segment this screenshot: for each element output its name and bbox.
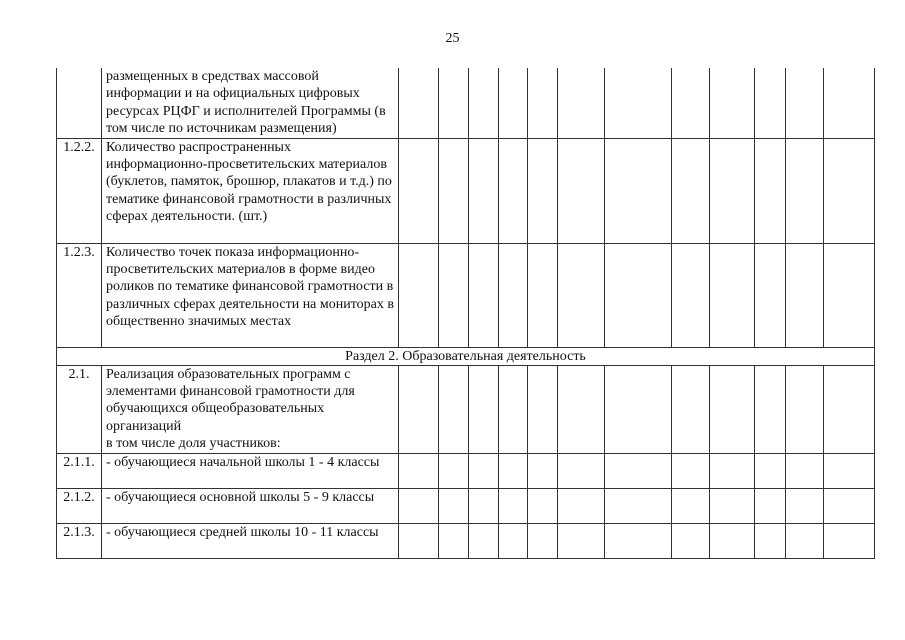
empty-value-cell xyxy=(786,453,824,488)
empty-value-cell xyxy=(469,488,499,523)
row-number: 2.1.1. xyxy=(57,453,102,488)
empty-value-cell xyxy=(499,243,528,347)
table-row xyxy=(57,523,875,558)
empty-value-cell xyxy=(528,68,558,138)
empty-value-cell xyxy=(439,365,469,453)
empty-value-cell xyxy=(399,523,439,558)
empty-value-cell xyxy=(824,243,875,347)
empty-value-cell xyxy=(528,138,558,243)
empty-value-cell xyxy=(824,365,875,453)
empty-value-cell xyxy=(710,68,755,138)
empty-value-cell xyxy=(824,138,875,243)
empty-value-cell xyxy=(558,453,605,488)
empty-value-cell xyxy=(824,523,875,558)
row-number: 2.1. xyxy=(57,365,102,453)
empty-value-cell xyxy=(755,138,786,243)
empty-value-cell xyxy=(399,138,439,243)
row-number: 2.1.3. xyxy=(57,523,102,558)
table-row xyxy=(57,365,875,453)
empty-value-cell xyxy=(755,453,786,488)
empty-value-cell xyxy=(672,243,710,347)
empty-value-cell xyxy=(499,523,528,558)
empty-value-cell xyxy=(672,523,710,558)
empty-value-cell xyxy=(605,523,672,558)
table-row xyxy=(57,138,875,243)
table-row xyxy=(57,453,875,488)
empty-value-cell xyxy=(710,453,755,488)
row-number xyxy=(57,68,102,138)
empty-value-cell xyxy=(528,523,558,558)
empty-value-cell xyxy=(469,68,499,138)
empty-value-cell xyxy=(469,523,499,558)
row-description: - обучающиеся начальной школы 1 - 4 классы xyxy=(102,453,399,488)
table-row xyxy=(57,68,875,138)
empty-value-cell xyxy=(710,138,755,243)
empty-value-cell xyxy=(710,523,755,558)
empty-value-cell xyxy=(439,138,469,243)
empty-value-cell xyxy=(605,243,672,347)
empty-value-cell xyxy=(469,243,499,347)
empty-value-cell xyxy=(528,453,558,488)
section-row xyxy=(57,347,875,365)
empty-value-cell xyxy=(558,243,605,347)
empty-value-cell xyxy=(755,523,786,558)
empty-value-cell xyxy=(755,68,786,138)
empty-value-cell xyxy=(439,453,469,488)
row-description: Количество распространенных информационно-просветительских материалов (буклетов, памяток, брошюр, плакатов и т.д.) по тематике финансовой грамотности в различных сферах деятельности. (шт.) xyxy=(102,138,399,243)
empty-value-cell xyxy=(399,68,439,138)
empty-value-cell xyxy=(399,453,439,488)
empty-value-cell xyxy=(605,365,672,453)
row-description: - обучающиеся основной школы 5 - 9 классы xyxy=(102,488,399,523)
empty-value-cell xyxy=(469,138,499,243)
empty-value-cell xyxy=(605,138,672,243)
empty-value-cell xyxy=(824,488,875,523)
empty-value-cell xyxy=(528,243,558,347)
empty-value-cell xyxy=(672,488,710,523)
empty-value-cell xyxy=(824,453,875,488)
empty-value-cell xyxy=(399,243,439,347)
empty-value-cell xyxy=(710,488,755,523)
empty-value-cell xyxy=(605,488,672,523)
empty-value-cell xyxy=(786,488,824,523)
section-title: Раздел 2. Образовательная деятельность xyxy=(57,347,875,365)
empty-value-cell xyxy=(755,365,786,453)
empty-value-cell xyxy=(558,138,605,243)
empty-value-cell xyxy=(786,365,824,453)
empty-value-cell xyxy=(499,453,528,488)
empty-value-cell xyxy=(439,243,469,347)
row-number: 2.1.2. xyxy=(57,488,102,523)
table-row xyxy=(57,488,875,523)
empty-value-cell xyxy=(605,68,672,138)
row-description: - обучающиеся средней школы 10 - 11 классы xyxy=(102,523,399,558)
empty-value-cell xyxy=(439,523,469,558)
empty-value-cell xyxy=(499,365,528,453)
empty-value-cell xyxy=(755,488,786,523)
row-number: 1.2.3. xyxy=(57,243,102,347)
empty-value-cell xyxy=(469,365,499,453)
empty-value-cell xyxy=(710,243,755,347)
row-description: Реализация образовательных программ с элементами финансовой грамотности для обучающихся общеобразовательных организаций в том числе доля участников: xyxy=(102,365,399,453)
row-number: 1.2.2. xyxy=(57,138,102,243)
empty-value-cell xyxy=(399,365,439,453)
empty-value-cell xyxy=(558,523,605,558)
empty-value-cell xyxy=(558,488,605,523)
row-description: размещенных в средствах массовой информации и на официальных цифровых ресурсах РЦФГ и исполнителей Программы (в том числе по источникам размещения) xyxy=(102,68,399,138)
empty-value-cell xyxy=(528,365,558,453)
empty-value-cell xyxy=(469,453,499,488)
empty-value-cell xyxy=(499,68,528,138)
empty-value-cell xyxy=(499,488,528,523)
empty-value-cell xyxy=(786,523,824,558)
empty-value-cell xyxy=(786,68,824,138)
empty-value-cell xyxy=(786,243,824,347)
empty-value-cell xyxy=(439,488,469,523)
table-row xyxy=(57,243,875,347)
empty-value-cell xyxy=(786,138,824,243)
empty-value-cell xyxy=(439,68,469,138)
empty-value-cell xyxy=(528,488,558,523)
empty-value-cell xyxy=(672,365,710,453)
empty-value-cell xyxy=(558,365,605,453)
empty-value-cell xyxy=(755,243,786,347)
indicators-table xyxy=(56,68,875,559)
row-description: Количество точек показа информационно-просветительских материалов в форме видео роликов по тематике финансовой грамотности в различных сферах деятельности на мониторах в общественно значимых местах xyxy=(102,243,399,347)
empty-value-cell xyxy=(605,453,672,488)
empty-value-cell xyxy=(499,138,528,243)
page-number: 25 xyxy=(445,31,460,46)
empty-value-cell xyxy=(672,138,710,243)
empty-value-cell xyxy=(672,68,710,138)
empty-value-cell xyxy=(399,488,439,523)
empty-value-cell xyxy=(710,365,755,453)
empty-value-cell xyxy=(558,68,605,138)
empty-value-cell xyxy=(672,453,710,488)
empty-value-cell xyxy=(824,68,875,138)
